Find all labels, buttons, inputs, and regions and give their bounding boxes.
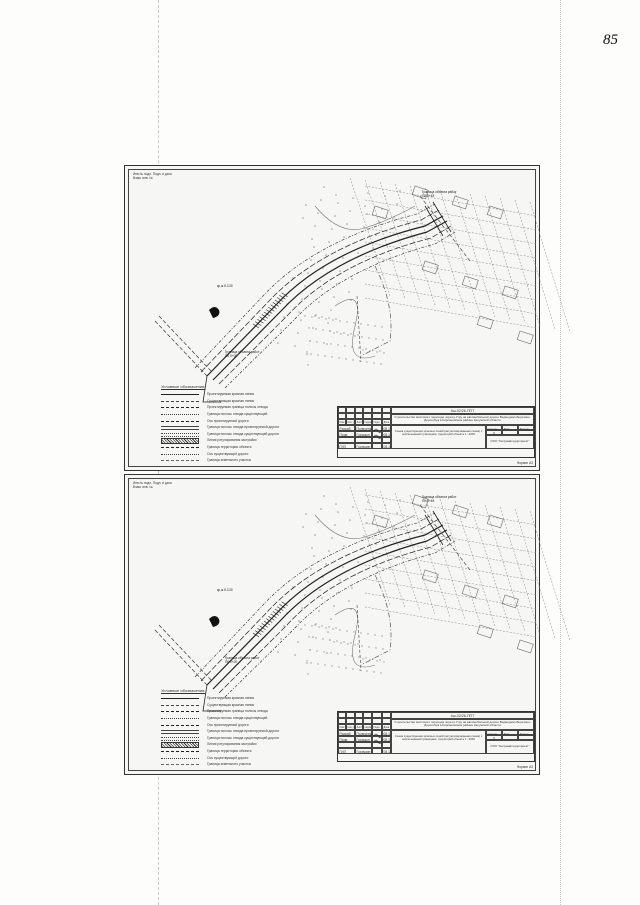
title-block-person: Горицын: [355, 431, 372, 437]
legend-symbol-line: [161, 730, 199, 734]
legend-item: [161, 741, 279, 748]
legend-symbol-line: [161, 438, 199, 444]
title-block-grid-cell: Лист: [356, 420, 363, 424]
title-block-grid-cell: Дата: [383, 725, 390, 729]
legend-item-label: Проектируемая граница полосы отвода: [207, 405, 268, 410]
legend-symbol-line: [161, 414, 199, 415]
legend-item: [161, 417, 279, 424]
legend-symbol: [161, 392, 199, 396]
legend-title: Условные обозначения:: [161, 384, 206, 389]
legend-item-label: Проектируемая красная линия: [207, 392, 255, 397]
legend-item: [161, 715, 279, 722]
title-block-role: Пров.: [338, 736, 355, 742]
legend-item: [161, 424, 279, 431]
binding-line-right: [560, 0, 561, 905]
map-label-start: Граница объекта работ ПК 0+00: [225, 656, 260, 664]
legend-item-label: Ось существующей дороги: [207, 755, 249, 760]
legend-item-label: Граница полосы отвода существующей дороги: [207, 431, 279, 436]
legend-item-label: Граница территории объекта: [207, 749, 252, 754]
title-block-sheet-label: Лист: [502, 730, 518, 735]
legend-symbol: [161, 432, 199, 436]
legend-symbol: [161, 716, 199, 720]
legend-symbol-line: [161, 737, 199, 741]
title-block: [337, 711, 535, 762]
title-block-role: Разраб.: [338, 730, 355, 736]
legend-item: [161, 695, 279, 702]
legend-symbol-line: [161, 764, 199, 765]
legend-symbol: [161, 742, 199, 746]
title-block-object: Строительство мостового перехода через р.Угру на автомобильной дороге Ведмедево-Березино-Дорогобуж в Кирсановском районе Калужской области: [391, 414, 534, 425]
title-block-role: Разраб.: [338, 425, 355, 431]
title-block-grid-cell: Кол.уч.: [347, 725, 356, 729]
legend-item: [161, 437, 279, 444]
legend-item: [161, 728, 279, 735]
legend-item: [161, 398, 279, 405]
legend-item-label: Граница полосы отвода существующей: [207, 716, 268, 721]
legend-symbol-line: [161, 460, 199, 461]
road-line: [201, 210, 439, 372]
road-line: [213, 530, 447, 689]
legend-item: [161, 721, 279, 728]
legend-item-label: Граница полосы отвода существующей дороги: [207, 735, 279, 740]
title-block-grid-cell: Кол.уч.: [347, 420, 356, 424]
legend-item-label: Линия регулирования застройки: [207, 438, 257, 443]
title-block-object: Строительство мостового перехода через р.Угру на автомобильной дороге Ведмедево-Березино-Дорогобуж в Кирсановском районе Калужской области: [391, 719, 534, 730]
legend-item-label: Граница территории объекта: [207, 445, 252, 450]
title-block-person: Горячкин: [356, 444, 371, 449]
title-block-code: 4ш-02/26-ППТ: [391, 712, 534, 719]
legend-symbol: [161, 412, 199, 416]
legend-symbol-line: [161, 725, 199, 726]
legend-symbol: [161, 458, 199, 462]
title-block-date: 08.13: [383, 426, 392, 431]
title-block: [337, 406, 535, 458]
title-block-company: ООО "Калужавтодорпроект": [486, 740, 534, 754]
legend-symbol: [161, 696, 199, 700]
stamp-line: Взам. инв. №: [133, 176, 153, 180]
legend-symbol: [161, 749, 199, 753]
title-block-person: Горячкин: [356, 749, 371, 754]
legend-item-label: Граница полосы отвода проектируемой дороги: [207, 425, 279, 430]
title-block-grid-cell: №док.: [364, 725, 373, 729]
legend-item: [161, 411, 279, 418]
legend-item-label: Существующая красная линия: [207, 702, 255, 707]
title-block-stage: П: [486, 430, 502, 435]
legend-symbol: [161, 756, 199, 760]
legend: [161, 384, 279, 464]
legend-item: [161, 708, 279, 715]
title-block-code: 4ш-02/26-ППТ: [391, 407, 534, 414]
legend-symbol: [161, 703, 199, 707]
legend-symbol: [161, 729, 199, 733]
map-label-left: кр.ж.б.С30: [217, 588, 233, 592]
legend-item-label: Ось проектируемой дороги: [207, 418, 249, 423]
legend-symbol-line: [161, 426, 199, 430]
title-block-date: 08.13: [383, 444, 392, 449]
legend-symbol: [161, 399, 199, 403]
title-block-grid-cell: №док.: [364, 420, 373, 424]
title-block-sheets-label: Листов: [518, 730, 534, 735]
legend-item-label: Граница земельного участка: [207, 458, 251, 463]
legend-item-label: Линия регулирования застройки: [207, 742, 257, 747]
title-block-date: 08.13: [383, 749, 392, 754]
legend-symbol: [161, 405, 199, 409]
title-block-sign: [372, 748, 382, 754]
title-block-person: Поляченко: [356, 426, 374, 431]
title-block-grid-cell: Подп.: [373, 725, 381, 729]
legend-title: Условные обозначения:: [161, 688, 206, 693]
legend-symbol-line: [161, 705, 199, 706]
legend-item: [161, 431, 279, 438]
title-block-role: ГИП: [338, 443, 355, 449]
title-block-sheets-label: Листов: [518, 425, 534, 430]
legend-symbol: [161, 762, 199, 766]
legend-symbol-line: [161, 711, 199, 712]
legend-symbol-line: [161, 433, 199, 437]
title-block-date: 08.13: [383, 737, 392, 742]
legend-symbol-line: [161, 421, 199, 422]
format-label: Формат А3: [516, 461, 533, 465]
legend-symbol: [161, 736, 199, 740]
legend-item-label: Граница земельного участка: [207, 762, 251, 767]
title-block-company: ООО "Калужавтодорпроект": [486, 435, 534, 449]
legend-symbol-line: [161, 718, 199, 719]
legend-item: [161, 444, 279, 451]
legend-symbol-line: [161, 742, 199, 748]
legend-item-label: Граница полосы отвода проектируемой дороги: [207, 729, 279, 734]
map-label-end: Граница объекта работ ПК 9+48: [422, 190, 457, 198]
legend-symbol-line: [161, 758, 199, 759]
stamp-line: Взам. инв. №: [133, 485, 153, 489]
map-label-end: Граница объекта работ ПК 9+48: [422, 495, 457, 503]
legend: [161, 688, 279, 768]
legend-item: [161, 735, 279, 742]
format-label: Формат А3: [516, 765, 533, 769]
legend-symbol-line: [161, 394, 199, 395]
title-block-stage: П: [486, 735, 502, 740]
map-label-start: Граница объекта работ ПК 0+00: [225, 350, 260, 358]
title-block-stage-label: Стадия: [486, 730, 502, 735]
legend-item: [161, 754, 279, 761]
legend-item: [161, 748, 279, 755]
title-block-stage-label: Стадия: [486, 425, 502, 430]
legend-symbol-line: [161, 454, 199, 455]
road-line: [195, 513, 435, 677]
legend-item-label: Проектируемая красная линия: [207, 696, 255, 701]
drawing-sheet-bottom: [124, 474, 540, 775]
legend-item-label: Проектируемая граница полосы отвода: [207, 709, 268, 714]
legend-symbol-line: [161, 401, 199, 402]
map-label-left: кр.ж.б.С30: [217, 284, 233, 288]
legend-item-label: Существующая красная линия: [207, 398, 255, 403]
title-block-role: ГИП: [338, 748, 355, 754]
legend-item-label: Ось проектируемой дороги: [207, 722, 249, 727]
legend-symbol: [161, 452, 199, 456]
legend-symbol-line: [161, 698, 199, 699]
title-block-sheet-name: Схема существующих красных линий (актуализированная схема) с исключенными границами, территорий объекта 1 : 2000: [391, 730, 486, 754]
stamp-line: Инв.№ подл. Подп. и дата: [133, 172, 172, 176]
legend-item-label: Граница полосы отвода существующей: [207, 412, 268, 417]
title-block-person: Горицын: [355, 736, 372, 742]
legend-symbol-line: [161, 407, 199, 408]
road-line: [225, 232, 455, 388]
legend-symbol: [161, 709, 199, 713]
legend-item: [161, 457, 279, 464]
legend-symbol: [161, 419, 199, 423]
legend-symbol: [161, 425, 199, 429]
legend-item: [161, 391, 279, 398]
legend-item: [161, 450, 279, 457]
road-line: [225, 541, 455, 697]
title-block-grid-cell: Изм.: [339, 725, 346, 729]
title-block-sign: [372, 443, 382, 449]
title-block-date: 08.13: [383, 731, 392, 736]
legend-symbol-line: [161, 751, 199, 752]
stamp-line: Инв.№ подл. Подп. и дата: [133, 481, 172, 485]
legend-symbol: [161, 723, 199, 727]
title-block-date: 08.13: [383, 432, 392, 437]
title-block-grid-cell: Подп.: [373, 420, 381, 424]
title-block-grid-cell: Изм.: [339, 420, 346, 424]
title-block-sheet-label: Лист: [502, 425, 518, 430]
title-block-role: Пров.: [338, 431, 355, 437]
legend-item-label: Ось существующей дороги: [207, 451, 249, 456]
legend-item: [161, 702, 279, 709]
title-block-grid-cell: Лист: [356, 725, 363, 729]
legend-symbol: [161, 445, 199, 449]
drawing-sheet-top: [124, 165, 540, 471]
title-block-grid-cell: Дата: [383, 420, 390, 424]
legend-item: [161, 404, 279, 411]
title-block-sheet-name: Схема существующих красных линий (актуализированная схема) с исключенными границами, территорий объекта 1 : 2000: [391, 425, 486, 449]
page-number: 85: [603, 32, 618, 48]
legend-symbol-line: [161, 447, 199, 448]
legend-item: [161, 761, 279, 768]
legend-symbol: [161, 438, 199, 442]
title-block-person: Поляченко: [356, 731, 374, 736]
